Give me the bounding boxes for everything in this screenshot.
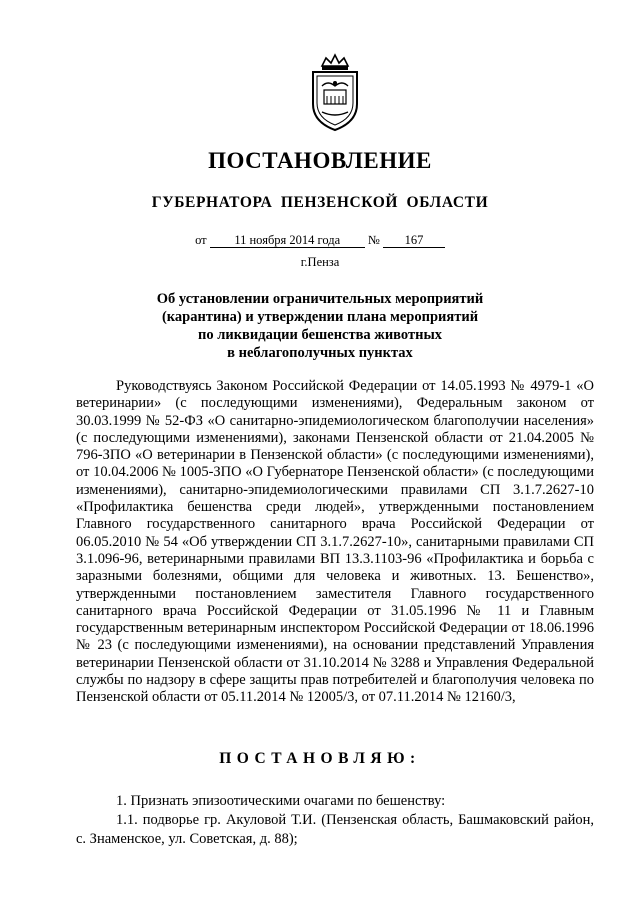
document-heading [100, 290, 540, 362]
document-date: 11 ноября 2014 года [210, 234, 365, 248]
document-number: 167 [383, 234, 445, 248]
heading-line: по ликвидации бешенства животных [197, 327, 443, 343]
preamble-section [76, 378, 594, 707]
decree-item: 1.1. подворье гр. Акуловой Т.И. (Пензенская область, Башмаковский район, с. Знаменское, ул. Советская, д. 88); [76, 812, 594, 847]
number-sign: № [367, 233, 380, 247]
heading-line: Об установлении ограничительных мероприятий [156, 291, 484, 307]
decree-items [76, 792, 594, 849]
document-subtitle: ГУБЕРНАТОРА ПЕНЗЕНСКОЙ ОБЛАСТИ [151, 194, 489, 211]
heading-line: в неблагополучных пунктах [227, 345, 413, 361]
coat-of-arms-icon [300, 52, 370, 134]
decree-item: 1. Признать эпизоотическими очагами по бешенству: [116, 793, 446, 809]
decree-heading: ПОСТАНОВЛЯЮ: [219, 750, 421, 767]
preamble-paragraph: Руководствуясь Законом Российской Федерации от 14.05.1993 № 4979-1 «О ветеринарии» (с последующими изменениями), Федеральным законом от 30.03.1999 № 52-ФЗ «О санитарно-эпидемиологическом благополучии населения» (с последующими изменениями), законами Пензенской области от 21.04.2005 № 796-ЗПО «О ветеринарии в Пензенской области» (с последующими изменениями), от 10.04.2006 № 1005-ЗПО «О Губернаторе Пензенской области» (с последующими изменениями), санитарно-эпидемиологическими правилами СП 3.1.7.2627-10 «Профилактика бешенства среди людей», утвержденными постановлением Главного государственного санитарного врача Российской Федерации от 06.05.2010 № 54 «Об утверждении СП 3.1.7.2627-10», санитарными правилами СП 3.1.096-96, ветеринарными правилами ВП 13.3.1103-96 «Профилактика и борьба с заразными болезнями, общими для человека и животных. 13. Бешенство», утвержденными постановлением заместителя Главного государственного санитарного врача Российской Федерации от 31.05.1996 № 11 и Главным государственным ветеринарным инспектором Российской Федерации от 18.06.1996 № 23 (с последующими изменениями), на основании представлений Управления ветеринарии Пензенской области от 31.10.2014 № 3288 и Управления Федеральной службы по надзору в сфере защиты прав потребителей и благополучия человека по Пензенской области от 05.11.2014 № 12005/3, от 07.11.2014 № 12160/3, [76, 378, 594, 706]
heading-line: (карантина) и утверждении плана мероприятий [161, 309, 479, 325]
document-city: г.Пенза [300, 255, 340, 269]
document-title: ПОСТАНОВЛЕНИЕ [208, 148, 432, 173]
date-prefix: от [195, 233, 207, 247]
date-number-line [0, 233, 640, 248]
